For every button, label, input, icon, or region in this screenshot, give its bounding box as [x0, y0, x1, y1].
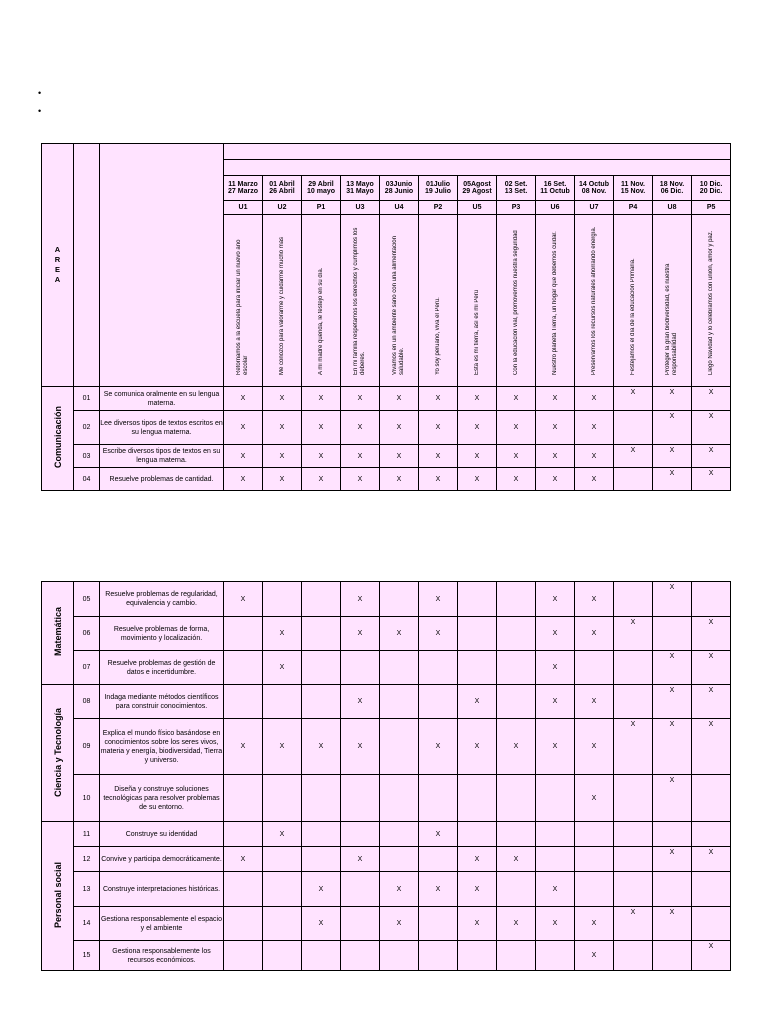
table-row [42, 445, 731, 468]
mark-cell-u8 [653, 872, 692, 907]
mark-cell-p5: X [692, 617, 731, 651]
mark-cell-p2: X [419, 719, 458, 775]
mark-cell-u2 [263, 582, 302, 617]
mark-cell-p3 [497, 941, 536, 971]
table-row [42, 387, 731, 411]
row-number: 14 [74, 907, 100, 941]
mark-cell-u4 [380, 719, 419, 775]
mark-cell-p3 [497, 685, 536, 719]
table-row [42, 907, 731, 941]
unit-code-u5: U5 [458, 201, 497, 215]
unit-dates-u6: 16 Set. 11 Octub [536, 176, 575, 201]
table-row [42, 941, 731, 971]
row-number: 08 [74, 685, 100, 719]
mark-cell-u1: X [224, 387, 263, 411]
mark-cell-p2 [419, 685, 458, 719]
area-header: A R E A [42, 144, 74, 387]
mark-cell-u7: X [575, 387, 614, 411]
mark-cell-u2 [263, 775, 302, 822]
purposes-header [100, 144, 224, 387]
mark-cell-u3: X [341, 617, 380, 651]
unit-code-u2: U2 [263, 201, 302, 215]
unit-title-u1: Retornamos a la escuela para iniciar un nuevo año escolar [224, 215, 263, 387]
mark-cell-u2 [263, 872, 302, 907]
table-row [42, 822, 731, 847]
unit-title-p2: Yo soy peruano, viva el Perú. [419, 215, 458, 387]
unit-title-u3: En mi familia respetamos los derechos y cumplimos los deberes. [341, 215, 380, 387]
mark-cell-u5: X [458, 907, 497, 941]
mark-cell-u2: X [263, 468, 302, 491]
mark-cell-u2 [263, 907, 302, 941]
mark-cell-u5 [458, 651, 497, 685]
mark-cell-u3: X [341, 387, 380, 411]
mark-cell-p3: X [497, 847, 536, 872]
area-comunicacion: Comunicación [42, 387, 74, 491]
organization-header [224, 144, 731, 160]
mark-cell-p5 [692, 775, 731, 822]
mark-cell-u4: X [380, 445, 419, 468]
mark-cell-u3: X [341, 582, 380, 617]
mark-cell-u6: X [536, 582, 575, 617]
mark-cell-p1 [302, 775, 341, 822]
mark-cell-u8: X [653, 847, 692, 872]
mark-cell-p2: X [419, 468, 458, 491]
mark-cell-u1: X [224, 582, 263, 617]
table-row [42, 685, 731, 719]
mark-cell-p2 [419, 941, 458, 971]
institution-line [38, 88, 56, 98]
mark-cell-u8: X [653, 387, 692, 411]
mark-cell-p4: X [614, 387, 653, 411]
mark-cell-u7: X [575, 941, 614, 971]
area-matematica: Matemática [42, 582, 74, 685]
table-row [42, 847, 731, 872]
mark-cell-u5: X [458, 387, 497, 411]
mark-cell-p2 [419, 907, 458, 941]
mark-cell-p3 [497, 822, 536, 847]
mark-cell-u1 [224, 872, 263, 907]
mark-cell-p2: X [419, 411, 458, 445]
mark-cell-u1 [224, 775, 263, 822]
mark-cell-u1: X [224, 445, 263, 468]
mark-cell-u7: X [575, 411, 614, 445]
mark-cell-u7 [575, 822, 614, 847]
competency-text: Se comunica oralmente en su lengua materna. [100, 387, 224, 411]
mark-cell-p2: X [419, 445, 458, 468]
mark-cell-u6: X [536, 872, 575, 907]
mark-cell-p3 [497, 617, 536, 651]
mark-cell-u1 [224, 941, 263, 971]
table-row [42, 872, 731, 907]
mark-cell-u2 [263, 685, 302, 719]
area-ciencia-tecnologia: Ciencia y Tecnología [42, 685, 74, 822]
mark-cell-p3: X [497, 468, 536, 491]
mark-cell-u2: X [263, 411, 302, 445]
unit-code-u8: U8 [653, 201, 692, 215]
mark-cell-u5: X [458, 411, 497, 445]
mark-cell-u7: X [575, 907, 614, 941]
mark-cell-p4 [614, 651, 653, 685]
row-number: 09 [74, 719, 100, 775]
unit-code-p4: P4 [614, 201, 653, 215]
mark-cell-u8: X [653, 468, 692, 491]
mark-cell-u1 [224, 651, 263, 685]
mark-cell-p1 [302, 685, 341, 719]
competency-text: Construye interpretaciones históricas. [100, 872, 224, 907]
mark-cell-p3 [497, 582, 536, 617]
mark-cell-p4 [614, 468, 653, 491]
table-row [42, 617, 731, 651]
mark-cell-p3: X [497, 719, 536, 775]
row-number: 07 [74, 651, 100, 685]
mark-cell-u4 [380, 651, 419, 685]
mark-cell-p1 [302, 651, 341, 685]
mark-cell-p5: X [692, 411, 731, 445]
mark-cell-u1: X [224, 468, 263, 491]
mark-cell-u7: X [575, 468, 614, 491]
mark-cell-u5: X [458, 872, 497, 907]
mark-cell-u7: X [575, 617, 614, 651]
competency-text: Indaga mediante métodos científicos para construir conocimientos. [100, 685, 224, 719]
mark-cell-p1: X [302, 411, 341, 445]
table-row [42, 582, 731, 617]
mark-cell-u6: X [536, 445, 575, 468]
mark-cell-u2: X [263, 822, 302, 847]
mark-cell-p4: X [614, 719, 653, 775]
mark-cell-u3: X [341, 445, 380, 468]
mark-cell-u5 [458, 941, 497, 971]
mark-cell-u6 [536, 775, 575, 822]
mark-cell-u7 [575, 651, 614, 685]
mark-cell-u8 [653, 822, 692, 847]
mark-cell-p2: X [419, 582, 458, 617]
mark-cell-p4: X [614, 445, 653, 468]
mark-cell-p1: X [302, 907, 341, 941]
unit-code-u3: U3 [341, 201, 380, 215]
mark-cell-u4 [380, 847, 419, 872]
row-number: 13 [74, 872, 100, 907]
mark-cell-u8 [653, 941, 692, 971]
mark-cell-u6 [536, 847, 575, 872]
mark-cell-p4: X [614, 907, 653, 941]
mark-cell-u6: X [536, 468, 575, 491]
mark-cell-p5: X [692, 651, 731, 685]
competency-text: Diseña y construye soluciones tecnológicas para resolver problemas de su entorno. [100, 775, 224, 822]
mark-cell-u4: X [380, 468, 419, 491]
mark-cell-p1: X [302, 387, 341, 411]
mark-cell-p4 [614, 582, 653, 617]
mark-cell-u3: X [341, 685, 380, 719]
unit-title-p5: Llegó Navidad y lo celebramos con unión, amor y paz. [692, 215, 731, 387]
unit-code-u7: U7 [575, 201, 614, 215]
row-number: 04 [74, 468, 100, 491]
mark-cell-u4 [380, 775, 419, 822]
mark-cell-u8: X [653, 775, 692, 822]
mark-cell-u7: X [575, 685, 614, 719]
unit-title-p1: A mi madre querida, le festejo en su día. [302, 215, 341, 387]
mark-cell-u2: X [263, 651, 302, 685]
mark-cell-p5 [692, 907, 731, 941]
mark-cell-u4: X [380, 387, 419, 411]
mark-cell-p2: X [419, 617, 458, 651]
mark-cell-u1: X [224, 411, 263, 445]
units-header [224, 160, 731, 176]
unit-dates-p1: 29 Abril 10 mayo [302, 176, 341, 201]
mark-cell-u8: X [653, 907, 692, 941]
competency-text: Resuelve problemas de regularidad, equivalencia y cambio. [100, 582, 224, 617]
mark-cell-p1: X [302, 445, 341, 468]
unit-dates-u4: 03Junio 28 Junio [380, 176, 419, 201]
mark-cell-u3: X [341, 468, 380, 491]
mark-cell-u4 [380, 685, 419, 719]
mark-cell-u7: X [575, 582, 614, 617]
competency-text: Escribe diversos tipos de textos en su lengua materna. [100, 445, 224, 468]
row-number: 15 [74, 941, 100, 971]
unit-code-p1: P1 [302, 201, 341, 215]
competency-text: Lee diversos tipos de textos escritos en su lengua materna. [100, 411, 224, 445]
mark-cell-u7 [575, 847, 614, 872]
mark-cell-u1 [224, 617, 263, 651]
mark-cell-u3: X [341, 719, 380, 775]
mark-cell-u7: X [575, 445, 614, 468]
mark-cell-p1 [302, 582, 341, 617]
mark-cell-u2: X [263, 445, 302, 468]
unit-dates-p4: 11 Nov. 15 Nov. [614, 176, 653, 201]
mark-cell-p5: X [692, 685, 731, 719]
mark-cell-u6: X [536, 685, 575, 719]
table-row [42, 651, 731, 685]
mark-cell-p4 [614, 411, 653, 445]
mark-cell-p3 [497, 872, 536, 907]
mark-cell-u5: X [458, 847, 497, 872]
unit-dates-p2: 01Julio 19 Julio [419, 176, 458, 201]
mark-cell-u7: X [575, 775, 614, 822]
mark-cell-u6: X [536, 387, 575, 411]
mark-cell-u6: X [536, 907, 575, 941]
mark-cell-u5: X [458, 445, 497, 468]
mark-cell-u2 [263, 941, 302, 971]
mark-cell-u3: X [341, 847, 380, 872]
unit-title-u5: Esta es mi tierra, así es mi Perú [458, 215, 497, 387]
mark-cell-p1 [302, 941, 341, 971]
mark-cell-p5 [692, 822, 731, 847]
mark-cell-p4 [614, 941, 653, 971]
mark-cell-u6: X [536, 651, 575, 685]
mark-cell-u2: X [263, 617, 302, 651]
area-personal-social: Personal social [42, 822, 74, 971]
mark-cell-p3: X [497, 445, 536, 468]
unit-title-p4: Festejamos el día de la educación Primaria. [614, 215, 653, 387]
mark-cell-u5 [458, 775, 497, 822]
competency-text: Convive y participa democráticamente. [100, 847, 224, 872]
unit-code-p2: P2 [419, 201, 458, 215]
mark-cell-p5: X [692, 847, 731, 872]
mark-cell-p5 [692, 872, 731, 907]
mark-cell-p2: X [419, 822, 458, 847]
unit-title-u8: Proteger la gran biodiversidad, es nuestra responsabilidad [653, 215, 692, 387]
mark-cell-u2 [263, 847, 302, 872]
mark-cell-p4 [614, 872, 653, 907]
unit-dates-p5: 10 Dic. 20 Dic. [692, 176, 731, 201]
unit-title-u4: Vivamos en un ambiente sano con una alimentación saludable. [380, 215, 419, 387]
row-number: 03 [74, 445, 100, 468]
mark-cell-u2: X [263, 719, 302, 775]
unit-dates-u1: 11 Marzo 27 Marzo [224, 176, 263, 201]
number-header [74, 144, 100, 387]
mark-cell-p1 [302, 847, 341, 872]
unit-title-p3: Con la educación vial, promovemos nuestra seguridad [497, 215, 536, 387]
mark-cell-u7 [575, 872, 614, 907]
table-row [42, 468, 731, 491]
unit-dates-u8: 18 Nov. 06 Dic. [653, 176, 692, 201]
mark-cell-p4 [614, 847, 653, 872]
mark-cell-p4 [614, 822, 653, 847]
row-number: 05 [74, 582, 100, 617]
mark-cell-p1: X [302, 872, 341, 907]
unit-dates-u3: 13 Mayo 31 Mayo [341, 176, 380, 201]
mark-cell-u8 [653, 617, 692, 651]
mark-cell-u6: X [536, 411, 575, 445]
mark-cell-u6 [536, 822, 575, 847]
mark-cell-u1 [224, 822, 263, 847]
mark-cell-p1: X [302, 468, 341, 491]
mark-cell-u3 [341, 872, 380, 907]
mark-cell-p5 [692, 582, 731, 617]
table-row [42, 411, 731, 445]
row-number: 12 [74, 847, 100, 872]
mark-cell-p1 [302, 617, 341, 651]
competency-text: Gestiona responsablemente el espacio y el ambiente [100, 907, 224, 941]
mark-cell-p3: X [497, 387, 536, 411]
mark-cell-u8: X [653, 719, 692, 775]
mark-cell-u5: X [458, 468, 497, 491]
mark-cell-p5: X [692, 719, 731, 775]
mark-cell-u4: X [380, 872, 419, 907]
unit-dates-p3: 02 Set. 13 Set. [497, 176, 536, 201]
mark-cell-p2 [419, 651, 458, 685]
mark-cell-u7: X [575, 719, 614, 775]
mark-cell-u5 [458, 582, 497, 617]
row-number: 10 [74, 775, 100, 822]
mark-cell-p1 [302, 822, 341, 847]
table-row [42, 719, 731, 775]
mark-cell-p5: X [692, 445, 731, 468]
mark-cell-p3: X [497, 411, 536, 445]
mark-cell-p5: X [692, 387, 731, 411]
unit-title-u2: Me conozco para valorarme y cuidarme mucho más [263, 215, 302, 387]
mark-cell-u5: X [458, 719, 497, 775]
unit-code-p5: P5 [692, 201, 731, 215]
mark-cell-p2: X [419, 872, 458, 907]
competency-text: Gestiona responsablemente los recursos económicos. [100, 941, 224, 971]
mark-cell-u3 [341, 941, 380, 971]
unit-code-u4: U4 [380, 201, 419, 215]
mark-cell-p4 [614, 685, 653, 719]
table-row [42, 775, 731, 822]
mark-cell-u4: X [380, 411, 419, 445]
row-number: 01 [74, 387, 100, 411]
unit-dates-u2: 01 Abril 26 Abril [263, 176, 302, 201]
mark-cell-u2: X [263, 387, 302, 411]
mark-cell-p5: X [692, 468, 731, 491]
mark-cell-p3 [497, 651, 536, 685]
mark-cell-u3 [341, 907, 380, 941]
competency-text: Resuelve problemas de gestión de datos e incertidumbre. [100, 651, 224, 685]
mark-cell-u4: X [380, 907, 419, 941]
unit-title-u6: Nuestro planeta Tierra, un hogar que debemos cuidar. [536, 215, 575, 387]
mark-cell-u6: X [536, 719, 575, 775]
mark-cell-p3: X [497, 907, 536, 941]
mark-cell-u6: X [536, 617, 575, 651]
teacher-line [38, 106, 56, 116]
competency-text: Explica el mundo físico basándose en conocimientos sobre los seres vivos, materia y energía, biodiversidad, Tierra y universo. [100, 719, 224, 775]
mark-cell-p4: X [614, 617, 653, 651]
row-number: 06 [74, 617, 100, 651]
mark-cell-u8: X [653, 411, 692, 445]
unit-code-p3: P3 [497, 201, 536, 215]
mark-cell-p3 [497, 775, 536, 822]
mark-cell-p1: X [302, 719, 341, 775]
mark-cell-u6 [536, 941, 575, 971]
mark-cell-u3 [341, 651, 380, 685]
mark-cell-u3: X [341, 411, 380, 445]
mark-cell-u4 [380, 582, 419, 617]
mark-cell-u5 [458, 822, 497, 847]
mark-cell-u3 [341, 775, 380, 822]
mark-cell-p2 [419, 847, 458, 872]
mark-cell-u8: X [653, 685, 692, 719]
unit-dates-u7: 14 Octub 08 Nov. [575, 176, 614, 201]
planning-table-bottom [41, 581, 731, 971]
competency-text: Resuelve problemas de cantidad. [100, 468, 224, 491]
mark-cell-u1: X [224, 847, 263, 872]
unit-dates-u5: 05Agost 29 Agost [458, 176, 497, 201]
mark-cell-p4 [614, 775, 653, 822]
competency-text: Construye su identidad [100, 822, 224, 847]
mark-cell-u5 [458, 617, 497, 651]
mark-cell-u4 [380, 941, 419, 971]
mark-cell-u1 [224, 685, 263, 719]
mark-cell-u4 [380, 822, 419, 847]
mark-cell-u8: X [653, 651, 692, 685]
mark-cell-u5: X [458, 685, 497, 719]
competency-text: Resuelve problemas de forma, movimiento y localización. [100, 617, 224, 651]
mark-cell-p5: X [692, 941, 731, 971]
mark-cell-u8: X [653, 445, 692, 468]
planning-table-top [41, 143, 731, 491]
row-number: 02 [74, 411, 100, 445]
unit-code-u1: U1 [224, 201, 263, 215]
mark-cell-u1 [224, 907, 263, 941]
mark-cell-p2 [419, 775, 458, 822]
mark-cell-u3 [341, 822, 380, 847]
row-number: 11 [74, 822, 100, 847]
unit-title-u7: Preservamos los recursos naturales ahorrando energía. [575, 215, 614, 387]
mark-cell-p2: X [419, 387, 458, 411]
unit-code-u6: U6 [536, 201, 575, 215]
mark-cell-u4: X [380, 617, 419, 651]
mark-cell-u8: X [653, 582, 692, 617]
mark-cell-u1: X [224, 719, 263, 775]
